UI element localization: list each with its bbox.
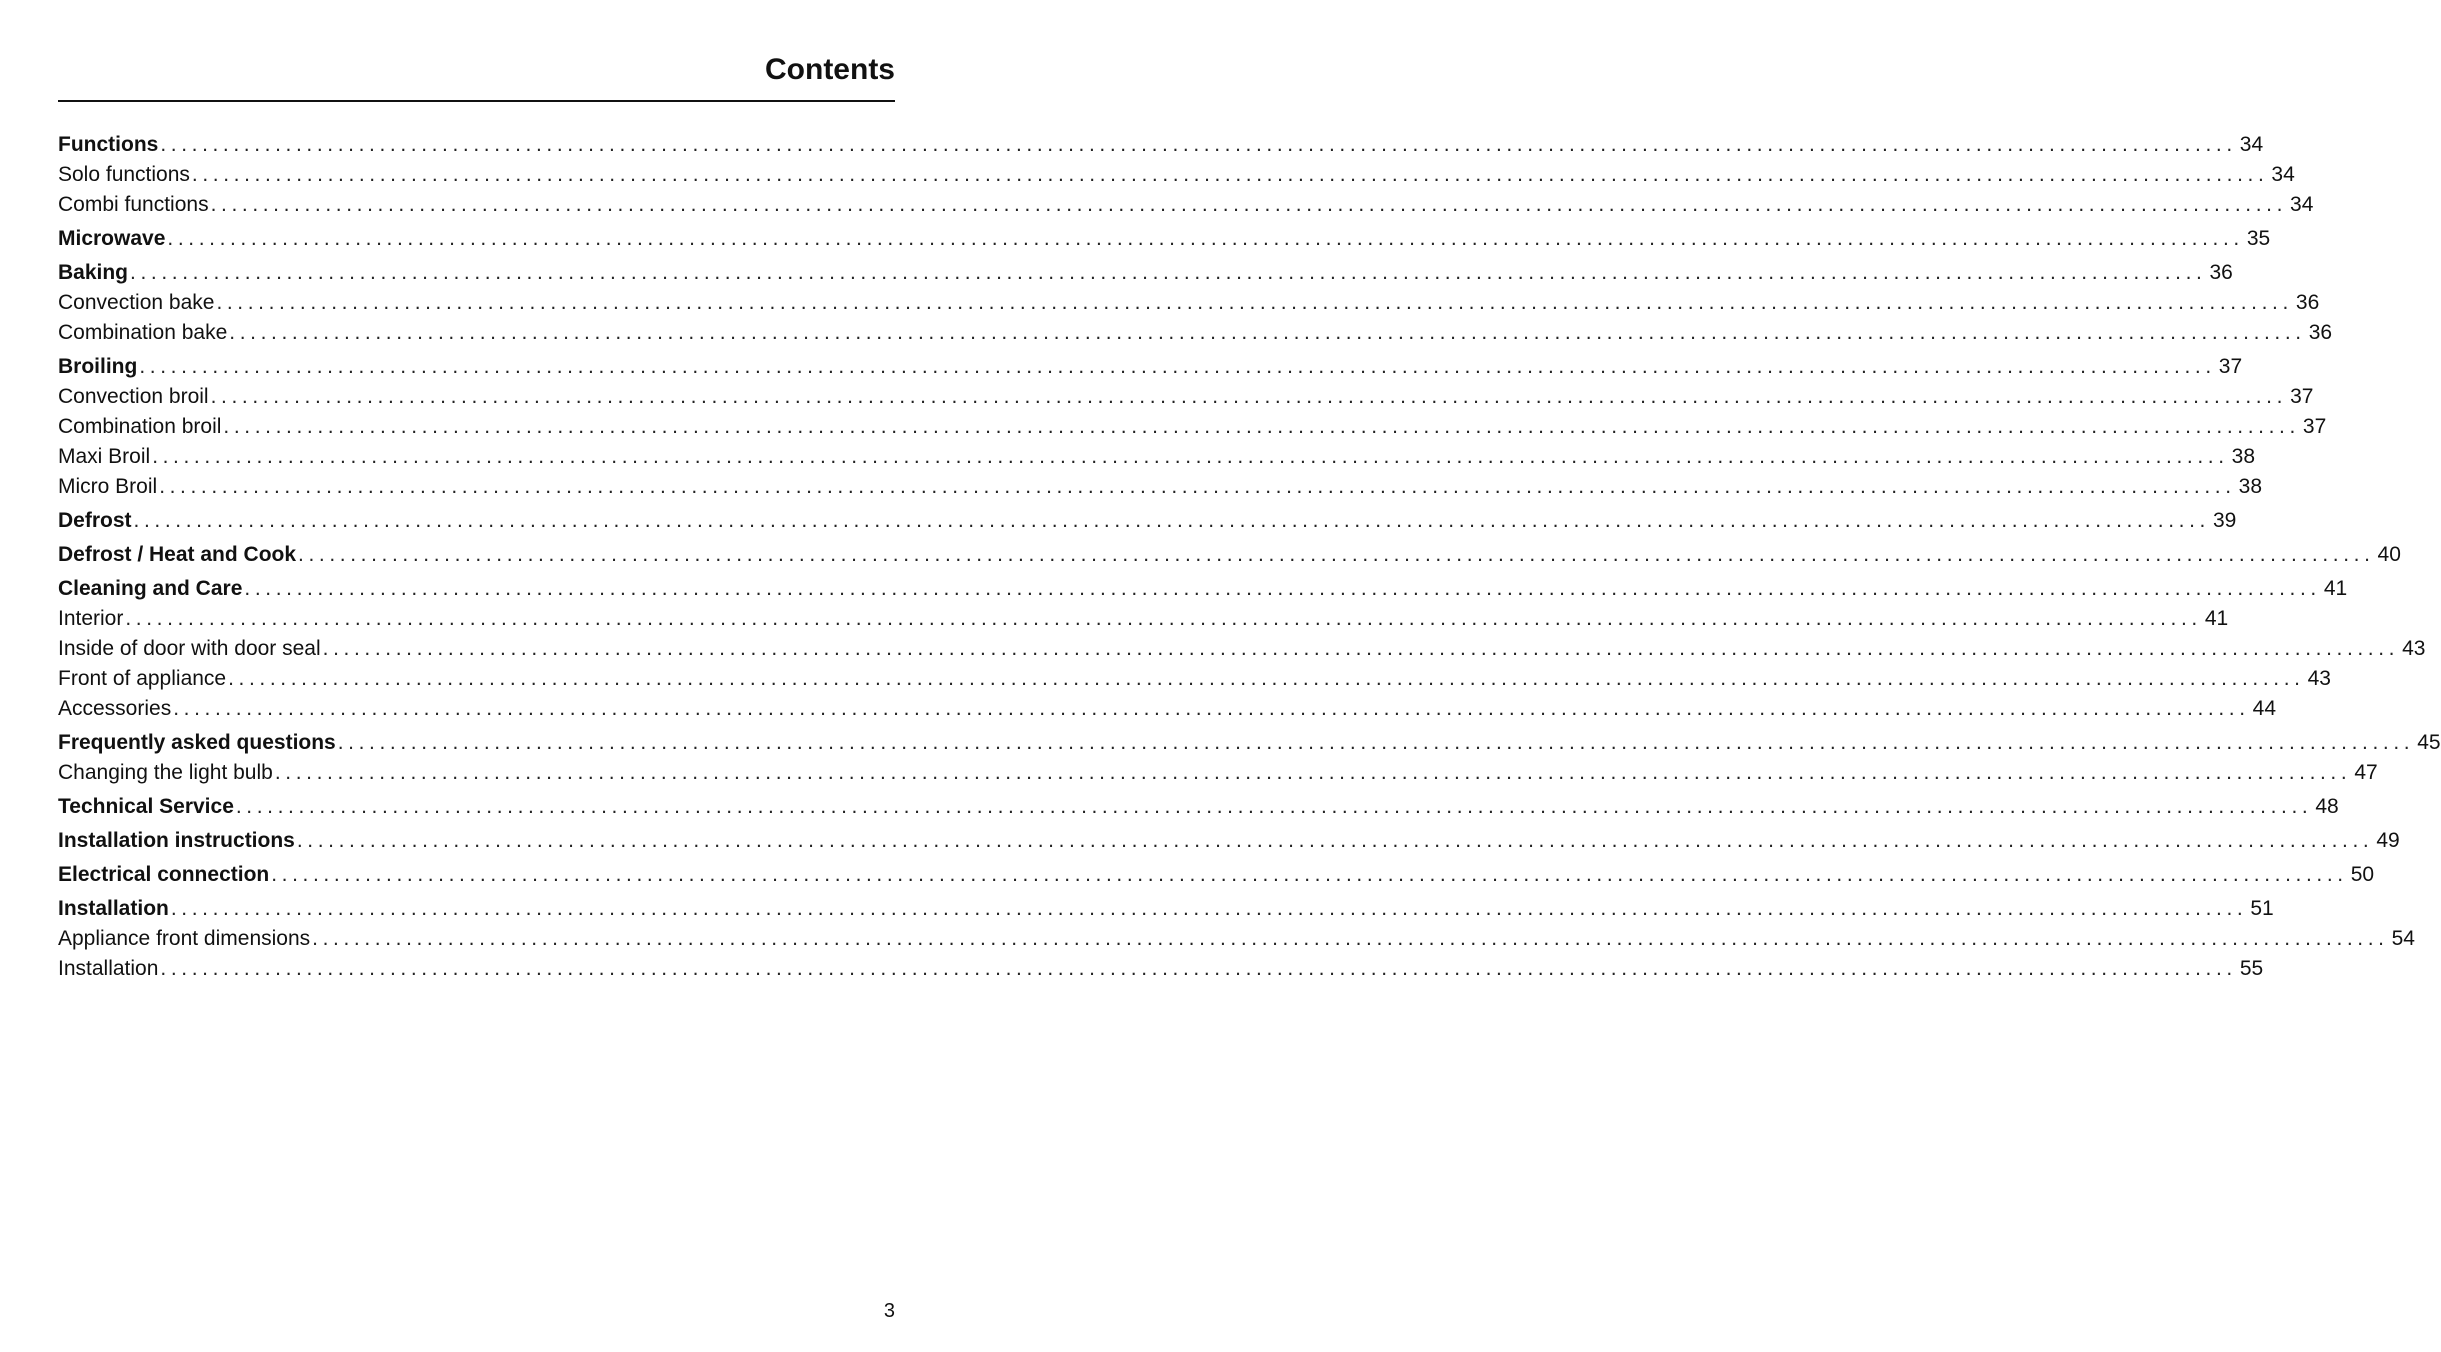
dot-leader: ....................................................................................................................................................................................................... bbox=[210, 193, 2288, 216]
toc-entry-page: 38 bbox=[2231, 445, 2256, 468]
toc-entry[interactable] bbox=[58, 792, 2339, 822]
toc-entry-page: 34 bbox=[2271, 163, 2295, 186]
page-number: 3 bbox=[883, 1300, 895, 1322]
toc-entry[interactable] bbox=[58, 352, 2243, 382]
toc-entry-page: 37 bbox=[2290, 385, 2314, 408]
toc-entry[interactable] bbox=[58, 442, 2256, 472]
toc-entry[interactable] bbox=[58, 924, 2415, 954]
toc-entry-label: Technical Service bbox=[58, 795, 234, 818]
toc-entry[interactable] bbox=[58, 826, 2400, 856]
dot-leader: ....................................................................................................................................................................................................... bbox=[271, 863, 2348, 886]
toc-entry-page: 43 bbox=[2307, 667, 2331, 690]
toc-entry[interactable] bbox=[58, 160, 2295, 190]
dot-leader: ....................................................................................................................................................................................................... bbox=[139, 355, 2216, 378]
toc-entry-page: 55 bbox=[2239, 957, 2264, 980]
toc-entry-label: Installation instructions bbox=[58, 829, 295, 852]
toc-entry-page: 44 bbox=[2252, 697, 2277, 720]
dot-leader: ....................................................................................................................................................................................................... bbox=[125, 607, 2202, 630]
toc-entry-page: 45 bbox=[2417, 731, 2441, 754]
dot-leader: ....................................................................................................................................................................................................... bbox=[216, 291, 2293, 314]
toc-entry-page: 51 bbox=[2250, 897, 2274, 920]
toc-entry-page: 48 bbox=[2315, 795, 2339, 818]
toc-entry[interactable] bbox=[58, 664, 2331, 694]
toc-entry-label: Front of appliance bbox=[58, 667, 227, 690]
toc-entry-page: 54 bbox=[2391, 927, 2415, 950]
toc-entry-label: Accessories bbox=[58, 697, 172, 720]
toc-entry[interactable] bbox=[58, 604, 2229, 634]
toc-entry-page: 37 bbox=[2218, 355, 2243, 378]
dot-leader: ....................................................................................................................................................................................................... bbox=[223, 415, 2300, 438]
dot-leader: ....................................................................................................................................................................................................... bbox=[160, 957, 2237, 980]
toc-entry-page: 41 bbox=[2323, 577, 2348, 600]
dot-leader: ....................................................................................................................................................................................................... bbox=[130, 261, 2207, 284]
dot-leader: ....................................................................................................................................................................................................... bbox=[244, 577, 2321, 600]
dot-leader: ....................................................................................................................................................................................................... bbox=[210, 385, 2288, 408]
toc-entry[interactable] bbox=[58, 634, 2426, 664]
toc-entry-page: 35 bbox=[2246, 227, 2271, 250]
toc-entry-label: Combi functions bbox=[58, 193, 209, 216]
toc-entry-label: Solo functions bbox=[58, 163, 190, 186]
toc-entry[interactable] bbox=[58, 694, 2277, 724]
toc-entry-label: Inside of door with door seal bbox=[58, 637, 321, 660]
dot-leader: ....................................................................................................................................................................................................... bbox=[170, 897, 2248, 920]
toc-entry[interactable] bbox=[58, 574, 2348, 604]
toc-entry-page: 34 bbox=[2290, 193, 2314, 216]
toc-entry-label: Electrical connection bbox=[58, 863, 270, 886]
toc-entry-label: Changing the light bulb bbox=[58, 761, 273, 784]
toc-entry[interactable] bbox=[58, 954, 2264, 984]
toc-entry-page: 34 bbox=[2239, 133, 2264, 156]
toc-entry-label: Maxi Broil bbox=[58, 445, 151, 468]
toc-entry[interactable] bbox=[58, 412, 2327, 442]
toc-entry-label: Broiling bbox=[58, 355, 138, 378]
dot-leader: ....................................................................................................................................................................................................... bbox=[274, 761, 2352, 784]
toc-entry[interactable] bbox=[58, 190, 2314, 220]
toc-entry-label: Microwave bbox=[58, 227, 166, 250]
toc-entry[interactable] bbox=[58, 506, 2237, 536]
toc-entry-label: Combination broil bbox=[58, 415, 222, 438]
toc-entry-page: 47 bbox=[2354, 761, 2378, 784]
dot-leader: ....................................................................................................................................................................................................... bbox=[312, 927, 2389, 950]
dot-leader: ....................................................................................................................................................................................................... bbox=[191, 163, 2269, 186]
toc-entry-label: Installation bbox=[58, 957, 159, 980]
dot-leader: ....................................................................................................................................................................................................... bbox=[322, 637, 2400, 660]
toc-entry-label: Combination bake bbox=[58, 321, 228, 344]
toc-entry[interactable] bbox=[58, 318, 2333, 348]
toc-entry-page: 38 bbox=[2238, 475, 2263, 498]
toc-entry-page: 43 bbox=[2402, 637, 2426, 660]
dot-leader: ....................................................................................................................................................................................................... bbox=[229, 321, 2306, 344]
toc-entry[interactable] bbox=[58, 728, 2441, 758]
toc-entry-page: 40 bbox=[2377, 543, 2401, 566]
dot-leader: ....................................................................................................................................................................................................... bbox=[298, 543, 2375, 566]
toc-entry-label: Frequently asked questions bbox=[58, 731, 336, 754]
dot-leader: ....................................................................................................................................................................................................... bbox=[296, 829, 2374, 852]
toc-entry-page: 36 bbox=[2308, 321, 2333, 344]
toc-entry[interactable] bbox=[58, 382, 2314, 412]
toc-entry[interactable] bbox=[58, 130, 2264, 160]
page-title: Contents bbox=[765, 53, 895, 86]
dot-leader: ....................................................................................................................................................................................................... bbox=[337, 731, 2415, 754]
toc-entry-label: Defrost / Heat and Cook bbox=[58, 543, 297, 566]
toc-entry-page: 36 bbox=[2209, 261, 2233, 284]
toc-entry-page: 41 bbox=[2204, 607, 2229, 630]
dot-leader: ....................................................................................................................................................................................................... bbox=[167, 227, 2244, 250]
toc-entry-label: Convection broil bbox=[58, 385, 209, 408]
toc-entry[interactable] bbox=[58, 224, 2271, 254]
toc-entry-label: Micro Broil bbox=[58, 475, 158, 498]
toc-entry[interactable] bbox=[58, 472, 2263, 502]
dot-leader: ....................................................................................................................................................................................................... bbox=[152, 445, 2229, 468]
toc-entry-page: 39 bbox=[2212, 509, 2237, 532]
dot-leader: ....................................................................................................................................................................................................... bbox=[235, 795, 2313, 818]
dot-leader: ....................................................................................................................................................................................................... bbox=[159, 475, 2236, 498]
toc-entry-page: 50 bbox=[2350, 863, 2375, 886]
toc-entry-page: 49 bbox=[2376, 829, 2400, 852]
toc-entry[interactable] bbox=[58, 758, 2378, 788]
toc-entry-label: Functions bbox=[58, 133, 159, 156]
page-header bbox=[58, 50, 895, 102]
toc-entry-page: 37 bbox=[2302, 415, 2327, 438]
dot-leader: ....................................................................................................................................................................................................... bbox=[160, 133, 2237, 156]
toc-entry-label: Appliance front dimensions bbox=[58, 927, 311, 950]
toc-entry[interactable] bbox=[58, 540, 2401, 570]
toc-entry-label: Defrost bbox=[58, 509, 132, 532]
table-of-contents bbox=[58, 130, 2441, 984]
toc-entry[interactable] bbox=[58, 258, 2233, 288]
toc-entry[interactable] bbox=[58, 894, 2274, 924]
toc-entry-label: Installation bbox=[58, 897, 169, 920]
dot-leader: ....................................................................................................................................................................................................... bbox=[133, 509, 2210, 532]
dot-leader: ....................................................................................................................................................................................................... bbox=[228, 667, 2305, 690]
dot-leader: ....................................................................................................................................................................................................... bbox=[173, 697, 2250, 720]
toc-entry[interactable] bbox=[58, 288, 2320, 318]
toc-entry-label: Convection bake bbox=[58, 291, 215, 314]
toc-entry-label: Interior bbox=[58, 607, 124, 630]
toc-entry[interactable] bbox=[58, 860, 2375, 890]
toc-entry-label: Cleaning and Care bbox=[58, 577, 243, 600]
toc-entry-page: 36 bbox=[2295, 291, 2320, 314]
toc-entry-label: Baking bbox=[58, 261, 129, 284]
